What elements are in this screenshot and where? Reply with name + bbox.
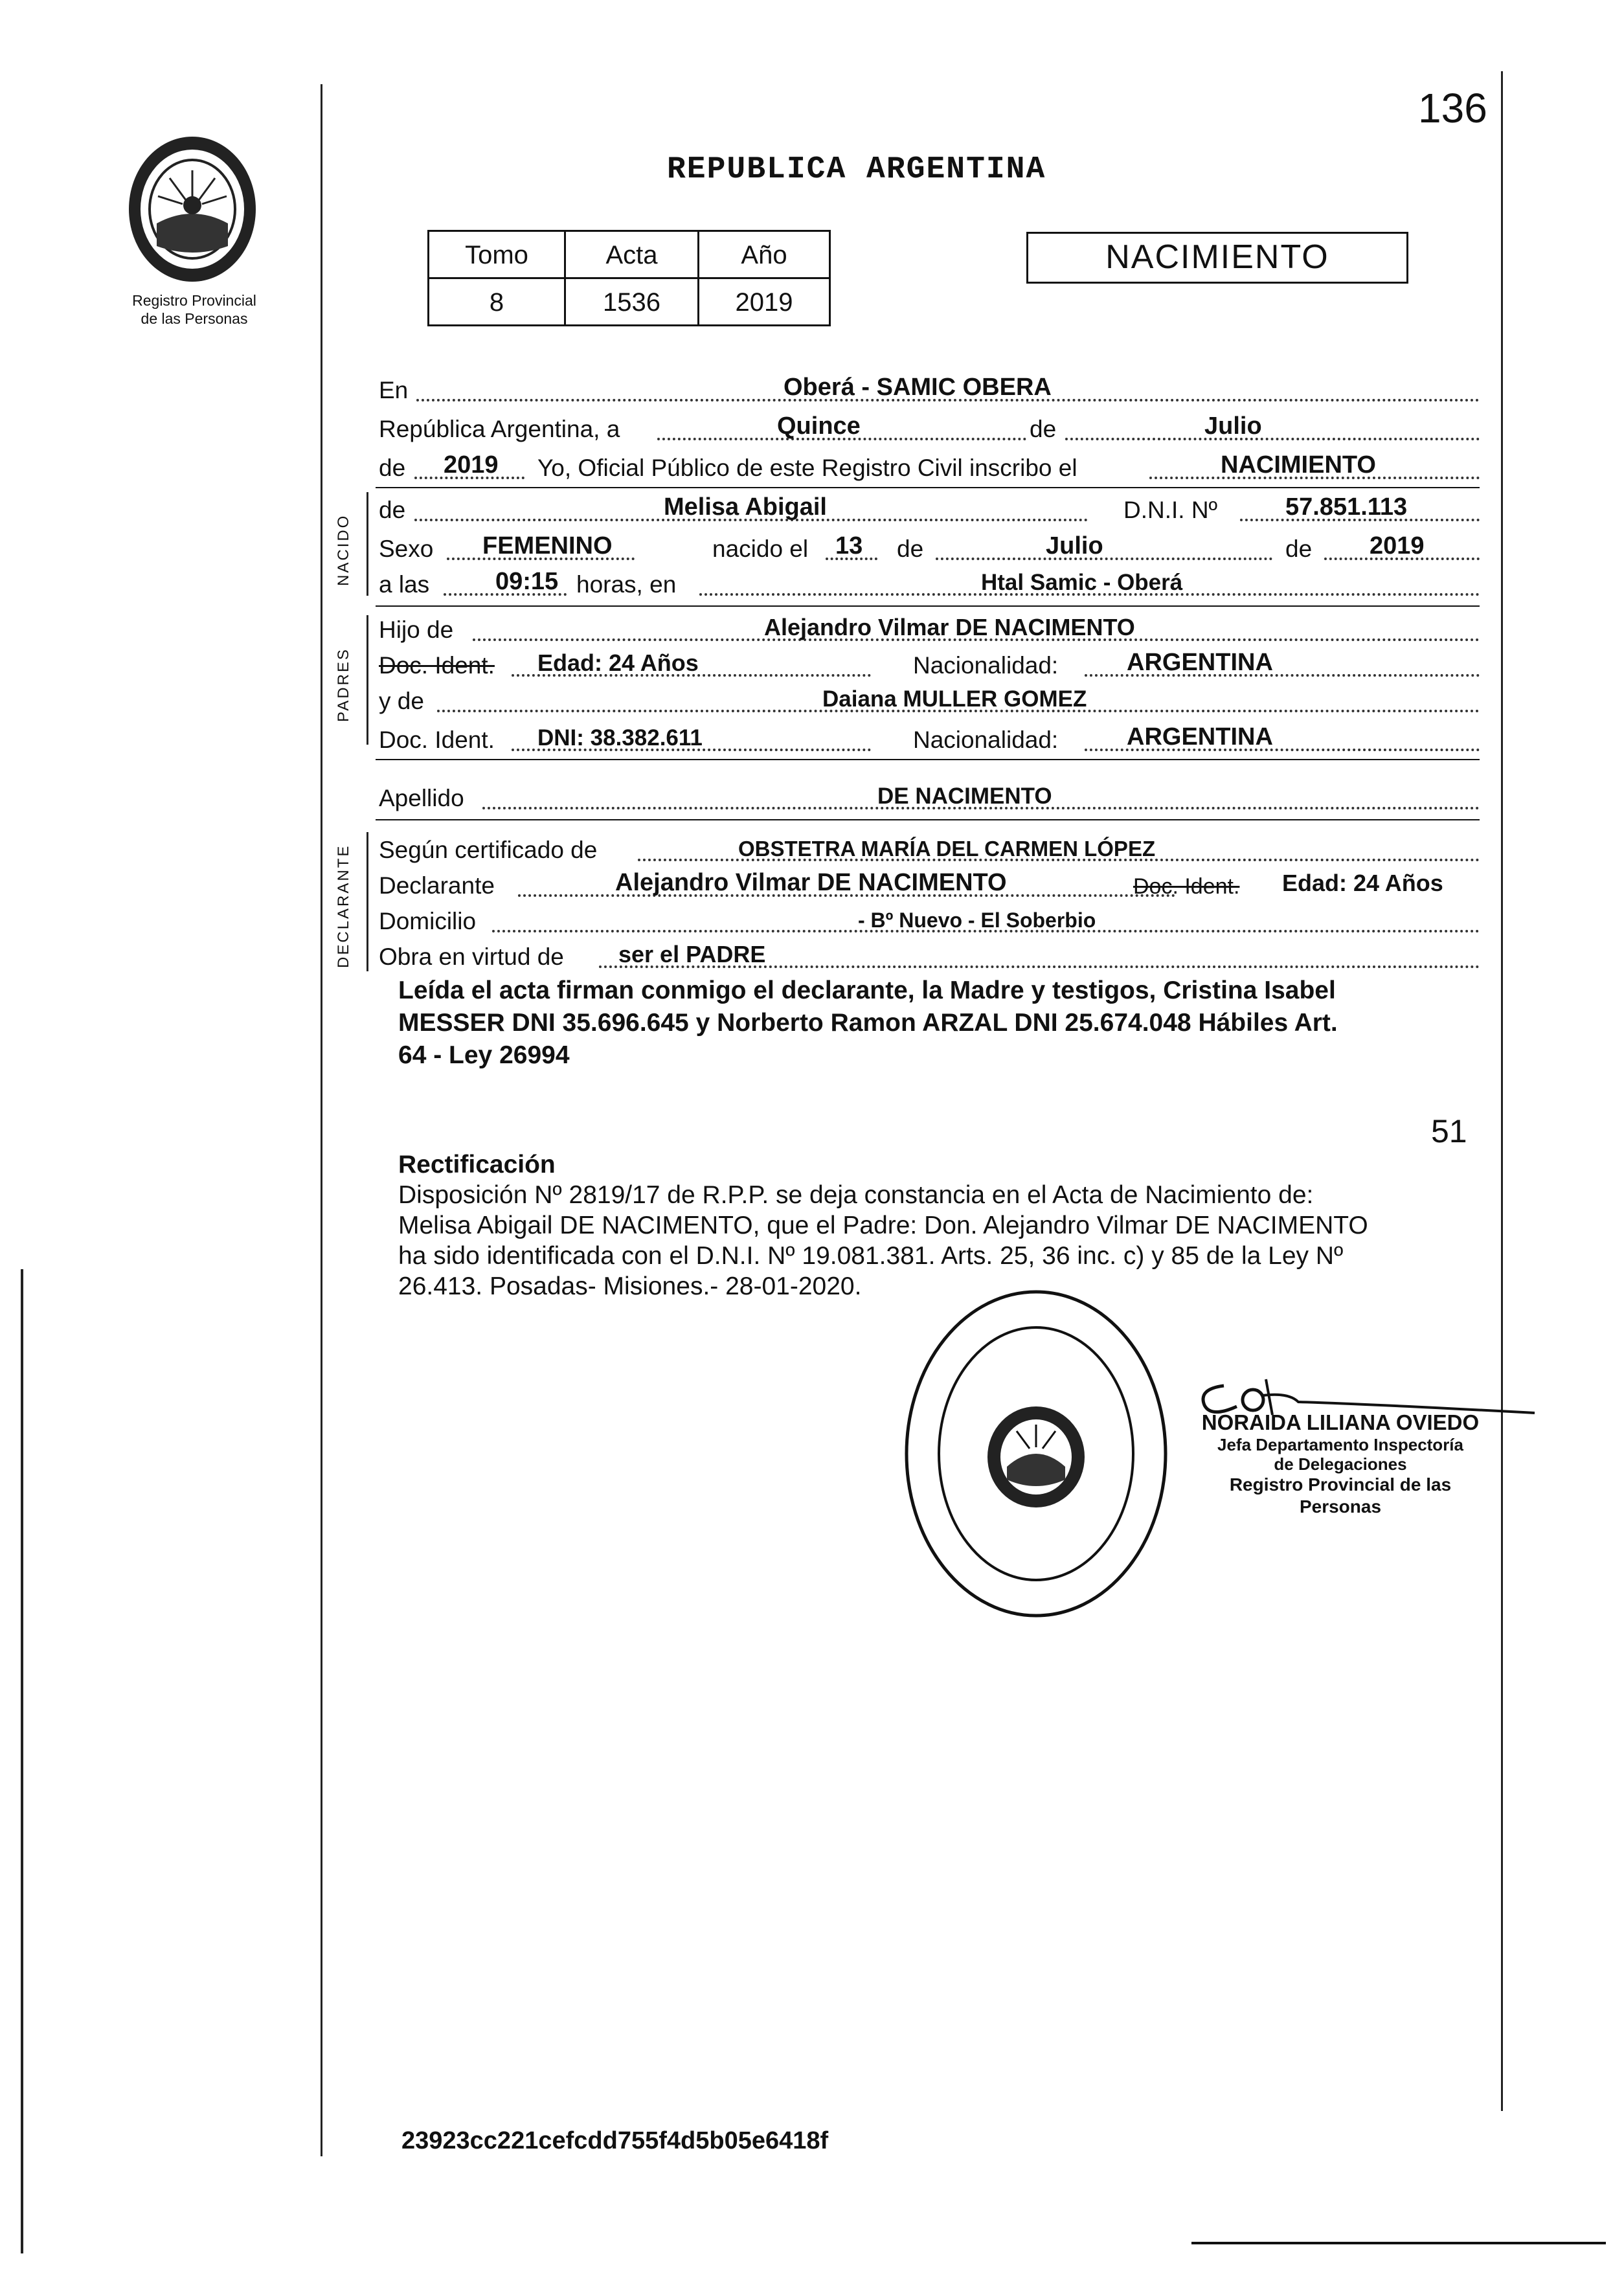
closing-text-line3: 64 - Ley 26994	[398, 1041, 570, 1069]
label-doc-ident: Doc. Ident.	[379, 727, 495, 753]
label-apellido: Apellido	[379, 785, 464, 811]
registry-logo	[124, 133, 260, 285]
table-value-anio: 2019	[697, 277, 831, 326]
label-de: de	[1285, 536, 1313, 562]
signatory-role3: Registro Provincial de las Personas	[1229, 1474, 1452, 1517]
value-padre: Alejandro Vilmar DE NACIMENTO	[764, 614, 1135, 640]
value-padre-nacionalidad: ARGENTINA	[1127, 649, 1273, 676]
label-domicilio: Domicilio	[379, 908, 477, 934]
value-lugar-nacimiento: Htal Samic - Oberá	[981, 570, 1183, 595]
value-madre-nacionalidad: ARGENTINA	[1127, 723, 1273, 751]
signature-block	[1191, 1410, 1489, 1518]
provincial-seal-icon	[124, 133, 260, 285]
registry-stamp-icon	[900, 1285, 1172, 1622]
label-segun-certificado: Según certificado de	[379, 837, 598, 863]
closing-text-line1: Leída el acta firman conmigo el declarante, la Madre y testigos, Cristina Isabel	[398, 976, 1336, 1004]
value-apellido: DE NACIMENTO	[877, 784, 1052, 809]
value-dni: 57.851.113	[1285, 493, 1408, 521]
bottom-edge-mark	[1191, 2242, 1606, 2244]
table-value-tomo: 8	[427, 277, 566, 326]
side-label-declarante: DECLARANTE	[335, 844, 352, 968]
rectificacion-line4: 26.413. Posadas- Misiones.- 28-01-2020.	[398, 1272, 862, 1300]
row-madre	[379, 680, 1480, 719]
value-hora: 09:15	[495, 568, 559, 595]
dotted-line	[1065, 438, 1480, 440]
value-declarante: Alejandro Vilmar DE NACIMENTO	[615, 869, 1007, 896]
row-fecha-inscripcion	[379, 408, 1480, 447]
value-dia-inscripcion: Quince	[777, 412, 861, 440]
label-nacido-el: nacido el	[712, 536, 809, 562]
label-y-de: y de	[379, 688, 424, 714]
row-madre-doc	[379, 719, 1480, 758]
section-bar-declarante	[367, 832, 368, 971]
row-nombre	[379, 489, 1480, 528]
table-header-acta: Acta	[564, 230, 699, 279]
value-padre-doc: Edad: 24 Años	[537, 649, 699, 676]
value-madre: Daiana MULLER GOMEZ	[822, 686, 1087, 712]
signatory-name: NORAIDA LILIANA OVIEDO	[1201, 1410, 1480, 1434]
row-declarante	[379, 864, 1480, 903]
value-lugar: Oberá - SAMIC OBERA	[784, 374, 1052, 401]
document-title: REPUBLICA ARGENTINA	[667, 152, 1046, 187]
document-hash: 23923cc221cefcdd755f4d5b05e6418f	[401, 2127, 829, 2154]
value-declarante-doc: Edad: 24 Años	[1282, 870, 1443, 896]
signatory-role2: de Delegaciones	[1274, 1454, 1407, 1474]
section-bar-padres	[367, 615, 368, 745]
label-yo-oficial: Yo, Oficial Público de este Registro Civil inscribo el	[537, 455, 1077, 481]
label-nacionalidad: Nacionalidad:	[913, 652, 1059, 679]
section-divider	[376, 759, 1480, 760]
label-nacionalidad: Nacionalidad:	[913, 727, 1059, 753]
row-lugar	[379, 369, 1480, 408]
label-de: de	[1030, 416, 1057, 442]
label-de: de	[379, 455, 406, 481]
signatory-role1: Jefa Departamento Inspectoría	[1217, 1435, 1463, 1454]
value-mes-inscripcion: Julio	[1204, 412, 1262, 440]
table-value-acta: 1536	[564, 277, 699, 326]
row-anio-inscripcion	[379, 447, 1480, 486]
closing-text-line2: MESSER DNI 35.696.645 y Norberto Ramon ARZAL DNI 25.674.048 Hábiles Art.	[398, 1009, 1338, 1037]
row-domicilio	[379, 900, 1480, 939]
table-header-tomo: Tomo	[427, 230, 566, 279]
record-type-box	[1026, 232, 1408, 284]
rectificacion-block	[398, 1149, 1499, 1302]
row-apellido	[379, 777, 1480, 816]
label-horas-en: horas, en	[576, 571, 677, 598]
logo-caption	[110, 291, 278, 328]
right-margin-line	[1501, 71, 1503, 2111]
section-divider	[376, 819, 1480, 820]
label-doc-ident-struck: Doc. Ident.	[1133, 874, 1240, 899]
left-margin-line	[321, 84, 322, 2156]
value-domicilio: - Bº Nuevo - El Soberbio	[858, 909, 1096, 932]
label-a-las: a las	[379, 571, 430, 598]
official-stamp	[900, 1285, 1172, 1622]
row-sexo-nacimiento	[379, 528, 1480, 567]
dotted-line	[936, 558, 1272, 560]
section-divider	[376, 487, 1480, 488]
value-en-virtud: ser el PADRE	[618, 941, 766, 967]
row-en-virtud	[379, 936, 1480, 975]
value-anio-nacimiento: 2019	[1370, 532, 1425, 559]
value-certificado: OBSTETRA MARÍA DEL CARMEN LÓPEZ	[738, 837, 1156, 861]
label-dni: D.N.I. Nº	[1123, 497, 1218, 523]
rectificacion-line2: Melisa Abigail DE NACIMENTO, que el Padre: Don. Alejandro Vilmar DE NACIMENTO	[398, 1212, 1368, 1239]
value-nombre: Melisa Abigail	[664, 493, 827, 521]
section-bar-nacido	[367, 492, 368, 596]
label-doc-ident-struck: Doc. Ident.	[379, 652, 495, 679]
note-number: 51	[1431, 1113, 1467, 1149]
label-de: de	[379, 497, 406, 523]
section-divider	[376, 605, 1480, 607]
label-republica: República Argentina, a	[379, 416, 620, 442]
closing-text	[398, 975, 1480, 1072]
value-anio-inscripcion: 2019	[444, 451, 499, 479]
label-declarante: Declarante	[379, 872, 495, 899]
label-de: de	[897, 536, 924, 562]
page-number: 136	[1418, 85, 1487, 131]
rectificacion-line3: ha sido identificada con el D.N.I. Nº 19.081.381. Arts. 25, 36 inc. c) y 85 de la Ley Nº	[398, 1242, 1344, 1270]
label-sexo: Sexo	[379, 536, 434, 562]
label-obra-en-virtud: Obra en virtud de	[379, 943, 564, 970]
value-madre-doc: DNI: 38.382.611	[537, 725, 703, 751]
value-acto: NACIMIENTO	[1221, 451, 1376, 479]
value-dia-nacimiento: 13	[835, 532, 863, 559]
record-type-label: NACIMIENTO	[1105, 238, 1329, 276]
row-hora-lugar	[379, 563, 1480, 602]
value-mes-nacimiento: Julio	[1046, 532, 1103, 559]
label-hijo-de: Hijo de	[379, 616, 454, 643]
table-header-anio: Año	[697, 230, 831, 279]
logo-caption-line2: de las Personas	[141, 310, 248, 327]
rectificacion-title: Rectificación	[398, 1151, 556, 1179]
side-label-nacido: NACIDO	[335, 514, 352, 586]
left-edge-mark	[21, 1269, 23, 2253]
row-padre-doc	[379, 644, 1480, 683]
row-padre	[379, 609, 1480, 648]
label-en: En	[379, 377, 409, 403]
rectificacion-line1: Disposición Nº 2819/17 de R.P.P. se deja constancia en el Acta de Nacimiento de:	[398, 1181, 1314, 1209]
logo-caption-line1: Registro Provincial	[132, 292, 256, 309]
row-certificado	[379, 829, 1480, 868]
side-label-padres: PADRES	[335, 648, 352, 722]
value-sexo: FEMENINO	[482, 532, 613, 559]
